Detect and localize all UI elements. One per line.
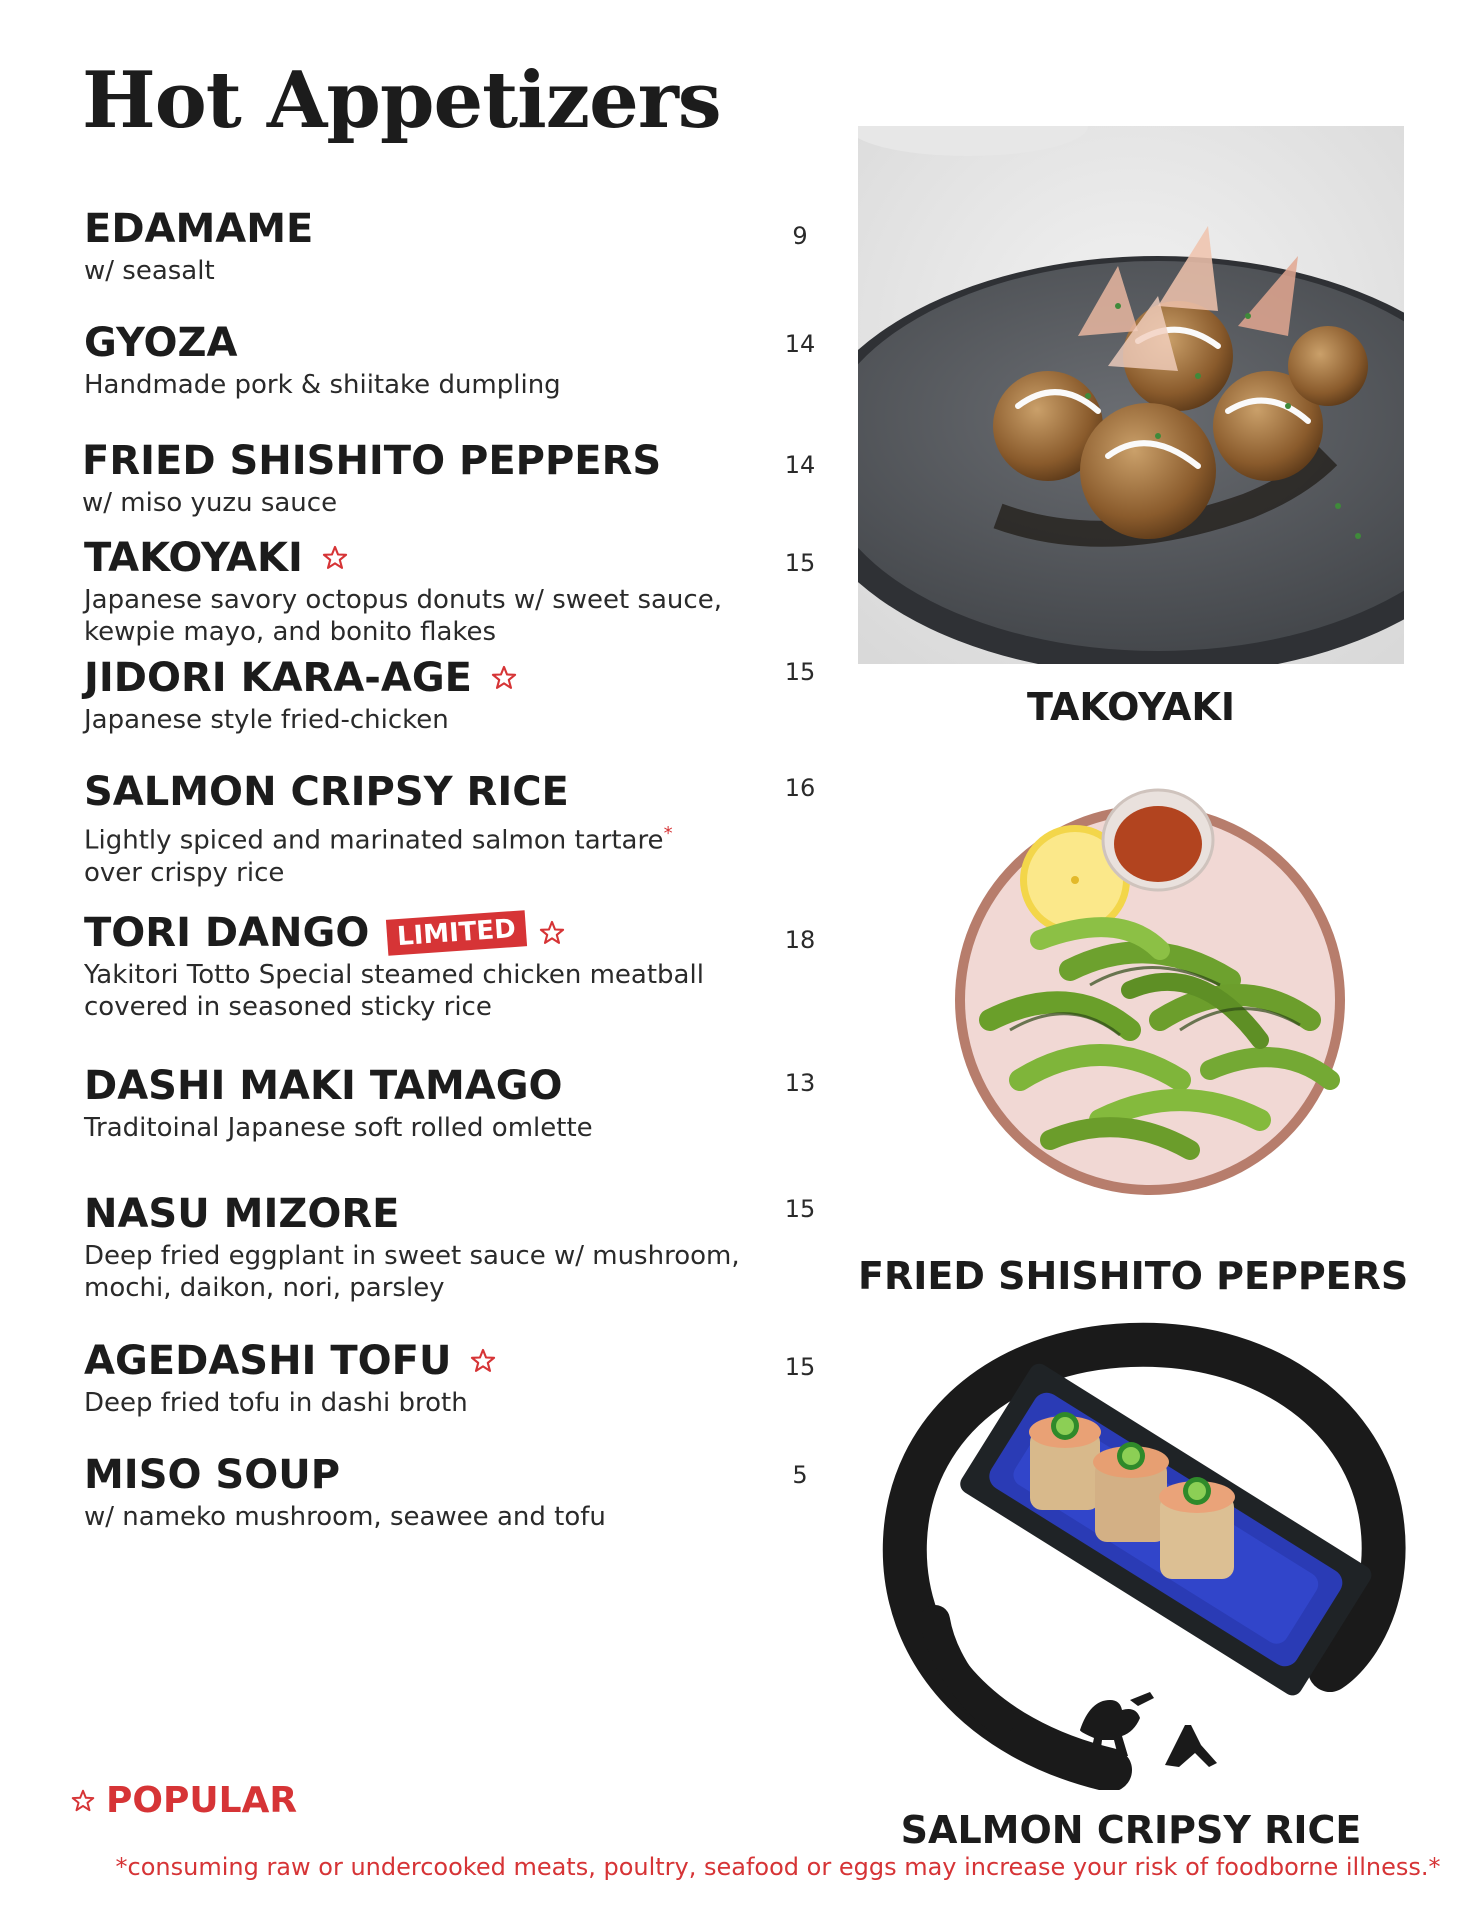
foodborne-illness-disclaimer: *consuming raw or undercooked meats, poultry, seafood or eggs may increase your risk of foodborne illness.* xyxy=(115,1853,1441,1881)
item-name: FRIED SHISHITO PEPPERS xyxy=(82,438,662,484)
raw-warning-mark: * xyxy=(663,823,673,844)
item-description xyxy=(84,818,824,889)
menu-item-edamame xyxy=(84,205,824,287)
star-outline-icon xyxy=(321,544,349,572)
item-description: w/ seasalt xyxy=(84,256,215,286)
item-description: Handmade pork & shiitake dumpling xyxy=(84,370,561,400)
item-price: 15 xyxy=(784,658,816,686)
item-name: DASHI MAKI TAMAGO xyxy=(84,1063,563,1109)
item-price: 14 xyxy=(784,330,816,358)
item-price: 15 xyxy=(784,1195,816,1223)
menu-item-salmon-crispy-rice xyxy=(84,768,824,889)
salmon-crispy-rice-photo xyxy=(880,1320,1420,1790)
menu-item-takoyaki xyxy=(84,534,824,648)
item-description: Japanese savory octopus donuts w/ sweet sauce, kewpie mayo, and bonito flakes xyxy=(84,585,722,647)
item-description: Traditoinal Japanese soft rolled omlette xyxy=(84,1113,593,1143)
star-outline-icon xyxy=(70,1788,96,1814)
item-price: 15 xyxy=(784,1353,816,1381)
item-name-row xyxy=(84,909,824,957)
item-description: Yakitori Totto Special steamed chicken meatball covered in seasoned sticky rice xyxy=(84,960,704,1022)
popular-label: POPULAR xyxy=(106,1780,298,1821)
item-name: GYOZA xyxy=(84,320,238,366)
item-description: Japanese style fried-chicken xyxy=(84,705,449,735)
photo-caption-shishito-peppers: FRIED SHISHITO PEPPERS xyxy=(858,1254,1409,1298)
item-name-row xyxy=(84,654,824,702)
menu-item-gyoza xyxy=(84,319,824,401)
menu-item-jidori-kara-age xyxy=(84,654,824,736)
item-name: AGEDASHI TOFU xyxy=(84,1338,452,1384)
item-name: JIDORI KARA-AGE xyxy=(84,655,473,701)
item-description: Deep fried tofu in dashi broth xyxy=(84,1388,468,1418)
item-price: 14 xyxy=(784,451,816,479)
menu-item-agedashi-tofu xyxy=(84,1337,824,1419)
limited-badge: LIMITED xyxy=(386,910,527,956)
item-price: 18 xyxy=(784,926,816,954)
popular-legend xyxy=(70,1780,297,1821)
star-outline-icon xyxy=(469,1347,497,1375)
star-outline-icon xyxy=(538,919,566,947)
item-description-line: over crispy rice xyxy=(84,857,285,888)
page-title: Hot Appetizers xyxy=(82,55,721,146)
item-price: 16 xyxy=(784,774,816,802)
menu-item-miso-soup xyxy=(84,1451,824,1533)
item-name: TAKOYAKI xyxy=(84,535,303,581)
shishito-peppers-photo xyxy=(930,780,1370,1200)
photo-caption-salmon-crispy-rice: SALMON CRIPSY RICE xyxy=(900,1808,1362,1852)
item-name: SALMON CRIPSY RICE xyxy=(84,769,569,815)
item-description-line: Lightly spiced and marinated salmon tartare xyxy=(84,825,664,856)
star-outline-icon xyxy=(490,664,518,692)
item-price: 5 xyxy=(792,1461,808,1489)
item-description: Deep fried eggplant in sweet sauce w/ mushroom, mochi, daikon, nori, parsley xyxy=(84,1241,740,1303)
menu-item-fried-shishito-peppers xyxy=(82,437,822,519)
item-description: w/ miso yuzu sauce xyxy=(82,488,338,518)
item-name: NASU MIZORE xyxy=(84,1191,400,1237)
menu-item-nasu-mizore xyxy=(84,1190,824,1304)
item-name-row xyxy=(84,534,824,582)
photo-caption-takoyaki: TAKOYAKI xyxy=(1027,685,1235,729)
item-price: 13 xyxy=(784,1069,816,1097)
menu-item-tori-dango xyxy=(84,909,824,1023)
item-name: MISO SOUP xyxy=(84,1452,341,1498)
item-name-row xyxy=(84,1337,824,1385)
takoyaki-photo xyxy=(858,126,1404,664)
item-price: 15 xyxy=(784,549,816,577)
menu-item-dashi-maki-tamago xyxy=(84,1062,824,1144)
item-name: TORI DANGO xyxy=(84,910,370,956)
item-price: 9 xyxy=(792,222,808,250)
item-name: EDAMAME xyxy=(84,206,314,252)
item-description: w/ nameko mushroom, seawee and tofu xyxy=(84,1502,606,1532)
